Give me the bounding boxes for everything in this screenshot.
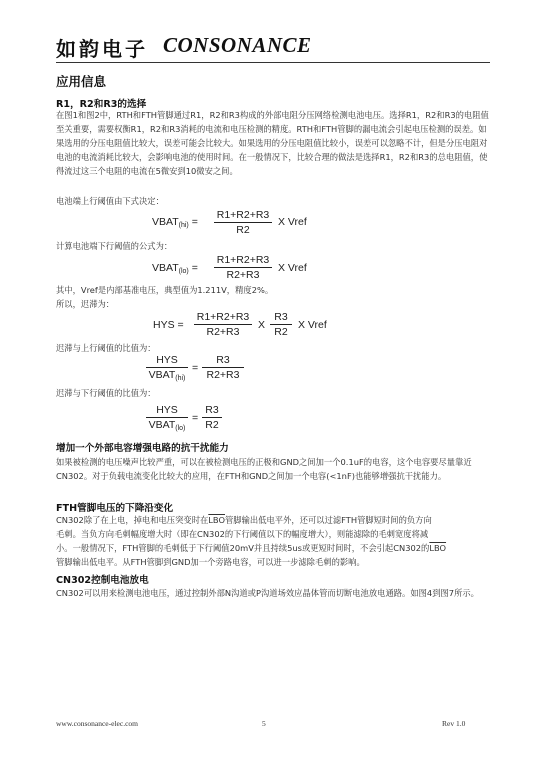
- eq-numerator: R1+R2+R3: [214, 254, 272, 268]
- eq-tail: X Vref: [278, 262, 307, 274]
- fth-paragraph-line-2: 毛刺。当负方向毛刺幅度增大时（即在CN302的下行阈值以下的幅度增大），则能滤除的毛刺宽度将减: [56, 529, 429, 539]
- ratio-lower-intro: 迟滞与下行阈值的比值为：: [56, 388, 156, 398]
- eq-numerator: R1+R2+R3: [194, 311, 252, 325]
- resistor-selection-paragraph: 在图1和图2中，RTH和FTH管脚通过R1，R2和R3构成的外部电阻分压网络检测电池电压。选择R1，R2和R3的电阻值至关重要，需要权衡R1，R2和R3消耗的电流和电压检测的精度。RTH和FTH管脚的漏电流会引起电压检测的误差。如果选用的分压电阻值比较大，误差可能会比较大。如果选用的分压电阻值比较小，误差可以忽略不计，但是分压电阻对电池的电流消耗比较大，会影响电池的使用时间。在一般情况下，比较合理的做法是选择R1，R2和R3的总电阻值，使得流过这三个电阻的电流在5微安到10微安之间。: [56, 110, 489, 176]
- lower-threshold-intro: 计算电池端下行阈值的公式为：: [56, 241, 173, 251]
- eq-equals: =: [192, 412, 199, 424]
- discharge-control-heading: CN302控制电池放电: [56, 575, 149, 586]
- eq-denominator: VBAT: [148, 419, 176, 431]
- hysteresis-intro: 所以，迟滞为：: [56, 299, 115, 309]
- eq-numerator: R1+R2+R3: [214, 209, 272, 223]
- fth-paragraph-line-3: [56, 542, 446, 554]
- upper-threshold-intro: 电池端上行阈值由下式决定：: [56, 196, 164, 206]
- eq-denominator-sub: (lo): [175, 425, 186, 432]
- header-rule: [56, 62, 490, 63]
- lbo-pin-label: $\overline{LBO}$: [429, 543, 447, 553]
- eq-denominator: R2+R3: [206, 369, 240, 381]
- ratio-upper-intro: 迟滞与上行阈值的比值为：: [56, 343, 156, 353]
- eq-fraction-1: [194, 311, 252, 338]
- eq-numerator: R3: [202, 354, 244, 368]
- eq-denominator-sub: (hi): [175, 375, 186, 382]
- footer-page-number: 5: [262, 719, 266, 728]
- eq-lhs-sub: (hi): [178, 222, 189, 229]
- fth-text-1a: CN302除了在上电，掉电和电压突变时在: [56, 515, 209, 525]
- eq-equals: =: [188, 262, 198, 274]
- resistor-selection-heading: R1，R2和R3的选择: [56, 99, 147, 110]
- eq-equals: =: [192, 362, 199, 374]
- eq-lhs-sub: (lo): [178, 268, 189, 275]
- eq-denominator: R2+R3: [226, 269, 260, 281]
- noise-immunity-heading: 增加一个外部电容增强电路的抗干扰能力: [56, 443, 229, 454]
- eq-equals: =: [188, 216, 198, 228]
- fth-paragraph-line-1: [56, 514, 432, 526]
- fth-paragraph-line-4: 管脚输出低电平。从FTH管脚到GND加一个旁路电容，可以进一步滤除毛刺的影响。: [56, 557, 365, 567]
- eq-fraction: [214, 209, 272, 236]
- fth-text-1b: 管脚输出低电平外，还可以过滤FTH管脚短时间的负方向: [225, 515, 432, 525]
- fth-text-3a: 小。一般情况下，FTH管脚的毛刺低于下行阈值20mV并且持续5us或更短时间时，不会引起CN302的: [56, 543, 430, 553]
- section-title: 应用信息: [56, 74, 107, 89]
- eq-multiply: X: [258, 319, 266, 331]
- eq-numerator: R3: [270, 311, 292, 325]
- lbo-pin-label: $\overline{LBO}$: [208, 515, 225, 525]
- eq-denominator: R2: [236, 224, 250, 236]
- brand-en: CONSONANCE: [163, 33, 312, 57]
- eq-numerator: R3: [202, 404, 222, 418]
- eq-denominator: R2+R3: [206, 326, 240, 338]
- eq-denominator: R2: [205, 419, 219, 431]
- footer-url[interactable]: www.consonance-elec.com: [56, 719, 138, 728]
- eq-lhs: VBAT: [152, 262, 179, 274]
- eq-numerator: HYS: [146, 404, 188, 418]
- vref-note: 其中，Vref是内部基准电压，典型值为1.211V，精度2%。: [56, 285, 274, 295]
- eq-denominator: VBAT: [148, 369, 176, 381]
- discharge-control-paragraph: CN302可以用来检测电池电压，通过控制外部N沟道或P沟道场效应晶体管而切断电池放电通路。如图4到图7所示。: [56, 588, 479, 598]
- eq-numerator: HYS: [146, 354, 188, 368]
- eq-fraction-2: [202, 354, 244, 381]
- fth-falling-edge-heading: FTH管脚电压的下降沿变化: [56, 503, 174, 514]
- eq-tail: X Vref: [278, 216, 307, 228]
- eq-lhs: VBAT: [152, 216, 179, 228]
- eq-fraction-1: [146, 404, 188, 432]
- eq-fraction-2: [202, 404, 222, 431]
- eq-lhs: HYS =: [153, 319, 184, 331]
- eq-fraction-1: [146, 354, 188, 382]
- footer-revision: Rev 1.0: [442, 719, 466, 728]
- brand-cn: 如韵电子: [56, 37, 148, 61]
- noise-immunity-paragraph: 如果被检测的电压噪声比较严重，可以在被检测电压的正极和GND之间加一个0.1uF的电容，这个电容要尽量靠近CN302。对于负载电流变化比较大的应用，在FTH和GND之间加一个电容(<1nF)也能够增强抗干扰能力。: [56, 457, 472, 481]
- eq-fraction: [214, 254, 272, 281]
- eq-denominator: R2: [274, 326, 288, 338]
- eq-tail: X Vref: [298, 319, 327, 331]
- eq-fraction-2: [270, 311, 292, 338]
